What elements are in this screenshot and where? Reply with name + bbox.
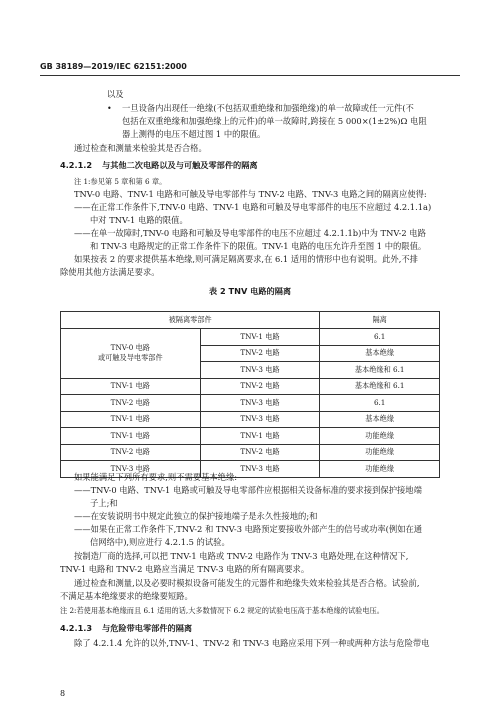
paragraph-2-line1: 如果按表 2 的要求提供基本绝缘,则可满足隔离要求,在 6.1 适用的情形中也有说明。此外,不排 bbox=[74, 254, 418, 264]
bullet-dot: • bbox=[107, 104, 112, 113]
group-label-line2: 或可触及导电零部件 bbox=[97, 353, 163, 363]
table-cell: 基本绝缘 bbox=[320, 411, 440, 428]
dash-item-5-line2: 信网络中),则应进行 4.2.1.5 的试验。 bbox=[90, 537, 230, 547]
table-row bbox=[61, 378, 440, 395]
table-row bbox=[61, 444, 440, 461]
table-cell: 基本绝缘 bbox=[320, 345, 440, 362]
section-title-4-2-1-2: 与其他二次电路以及与可触及零部件的隔离 bbox=[102, 160, 258, 170]
paragraph-5-line2: 不满足基本绝缘要求的绝缘要短路。 bbox=[60, 591, 193, 601]
table-cell: TNV-2 电路 bbox=[200, 444, 320, 461]
table-cell: TNV-1 电路 bbox=[61, 428, 201, 445]
header-rule bbox=[40, 75, 460, 76]
table-cell: 6.1 bbox=[320, 395, 440, 412]
table-2 bbox=[60, 311, 440, 478]
table-cell: TNV-1 电路 bbox=[61, 411, 201, 428]
table-cell: TNV-3 电路 bbox=[200, 362, 320, 379]
bullet1-line2: 包括在双重绝缘和加强绝缘上的元件)的单一故障时,跨接在 5 000×(1±2%)Ω 电阻 bbox=[122, 116, 427, 126]
dash-item-1-line1: ——在正常工作条件下,TNV-0 电路、TNV-1 电路和可触及导电零部件的电压不应超过 4.2.1.1a) bbox=[74, 202, 432, 212]
table-cell: 基本绝缘和 6.1 bbox=[320, 378, 440, 395]
page-number: 8 bbox=[60, 689, 66, 698]
table-cell: 功能绝缘 bbox=[320, 444, 440, 461]
note-1: 注 1:参见第 5 章和第 6 章。 bbox=[74, 177, 167, 186]
table-2-caption: 表 2 TNV 电路的隔离 bbox=[208, 286, 292, 296]
table-cell: TNV-1 电路 bbox=[200, 329, 320, 346]
table-cell: TNV-2 电路 bbox=[200, 378, 320, 395]
table-cell: TNV-1 电路 bbox=[200, 428, 320, 445]
table-header-isolation: 隔离 bbox=[320, 312, 440, 329]
table-cell: TNV-3 电路 bbox=[200, 461, 320, 478]
table-header-row bbox=[61, 312, 440, 329]
table-row bbox=[61, 329, 440, 346]
paragraph-2-line2: 除使用其他方法满足要求。 bbox=[60, 267, 160, 277]
paragraph-4-line2: TNV-1 电路和 TNV-2 电路应当满足 TNV-3 电路的所有隔离要求。 bbox=[60, 564, 310, 574]
paragraph-4-line1: 按制造厂商的选择,可以把 TNV-1 电路或 TNV-2 电路作为 TNV-3 电路处理,在这种情况下, bbox=[74, 551, 409, 561]
table-cell: 6.1 bbox=[320, 329, 440, 346]
table-row bbox=[61, 428, 440, 445]
table-cell: TNV-3 电路 bbox=[200, 395, 320, 412]
table-cell: TNV-2 电路 bbox=[61, 395, 201, 412]
table-cell: TNV-2 电路 bbox=[61, 444, 201, 461]
section-title-4-2-1-3: 与危险带电零部件的隔离 bbox=[102, 623, 193, 633]
bullet1-line1: 一旦设备内出现任一绝缘(不包括双重绝缘和加强绝缘)的单一故障或任一元件(不 bbox=[122, 103, 414, 113]
group-label-cell bbox=[61, 329, 201, 379]
paragraph-3: 如果能满足下列所有要求,则不需要基本绝缘: bbox=[74, 472, 238, 482]
dash-item-5-line1: ——如果在正常工作条件下,TNV-2 和 TNV-3 电路预定要接收外部产生的信号或功率(例如在通 bbox=[74, 524, 423, 534]
dash-item-2-line2: 和 TNV-3 电路规定的正常工作条件下的限值。TNV-1 电路的电压允许升至图 1 中的限值。 bbox=[90, 241, 427, 251]
paragraph-1: TNV-0 电路、TNV-1 电路和可触及导电零部件与 TNV-2 电路、TNV-3 电路之间的隔离应使得: bbox=[74, 189, 427, 199]
section-number-4-2-1-3: 4.2.1.3 bbox=[60, 623, 93, 633]
dash-item-2-line1: ——在单一故障时,TNV-0 电路和可触及导电零部件的电压不应超过 4.2.1.1b)中为 TNV-2 电路 bbox=[74, 228, 426, 238]
table-cell: 功能绝缘 bbox=[320, 461, 440, 478]
dash-item-1-line2: 中对 TNV-1 电路的限值。 bbox=[90, 215, 188, 225]
text-yiji: 以及 bbox=[107, 89, 124, 99]
group-label-line1: TNV-0 电路 bbox=[110, 343, 150, 353]
table-cell: 功能绝缘 bbox=[320, 428, 440, 445]
dash-item-3-line1: ——TNV-0 电路、TNV-1 电路或可触及导电零部件应根据相关设备标准的要求接到保护接地端 bbox=[74, 485, 422, 495]
standard-number: GB 38189—2019/IEC 62151:2000 bbox=[40, 62, 187, 71]
table-cell: 基本绝缘和 6.1 bbox=[320, 362, 440, 379]
table-cell: TNV-3 电路 bbox=[200, 411, 320, 428]
paragraph-5-line1: 通过检查和测量,以及必要时模拟设备可能发生的元器件和绝缘失效来检验其是否合格。试验前, bbox=[74, 578, 420, 588]
dash-item-3-line2: 子上;和 bbox=[90, 498, 118, 508]
dash-item-4: ——在安装说明书中规定此独立的保护接地端子是永久性接地的;和 bbox=[74, 511, 318, 521]
paragraph-6: 除了 4.2.1.4 允许的以外,TNV-1、TNV-2 和 TNV-3 电路应采用下列一种或两种方法与危险带电 bbox=[74, 638, 430, 648]
table-cell: TNV-1 电路 bbox=[61, 378, 201, 395]
section-number-4-2-1-2: 4.2.1.2 bbox=[60, 160, 93, 170]
check-paragraph-1: 通过检查和测量来检验其是否合格。 bbox=[74, 143, 207, 153]
table-row bbox=[61, 411, 440, 428]
table-row bbox=[61, 395, 440, 412]
table-cell: TNV-3 电路 bbox=[61, 461, 201, 478]
bullet1-line3: 器上测得的电压不超过图 1 中的限值。 bbox=[122, 129, 266, 139]
table-cell: TNV-2 电路 bbox=[200, 345, 320, 362]
note-2: 注 2:若使用基本绝缘而且 6.1 适用的话,大多数情况下 6.2 规定的试验电压高于基本绝缘的试验电压。 bbox=[60, 606, 384, 615]
table-header-parts: 被隔离零部件 bbox=[61, 312, 320, 329]
